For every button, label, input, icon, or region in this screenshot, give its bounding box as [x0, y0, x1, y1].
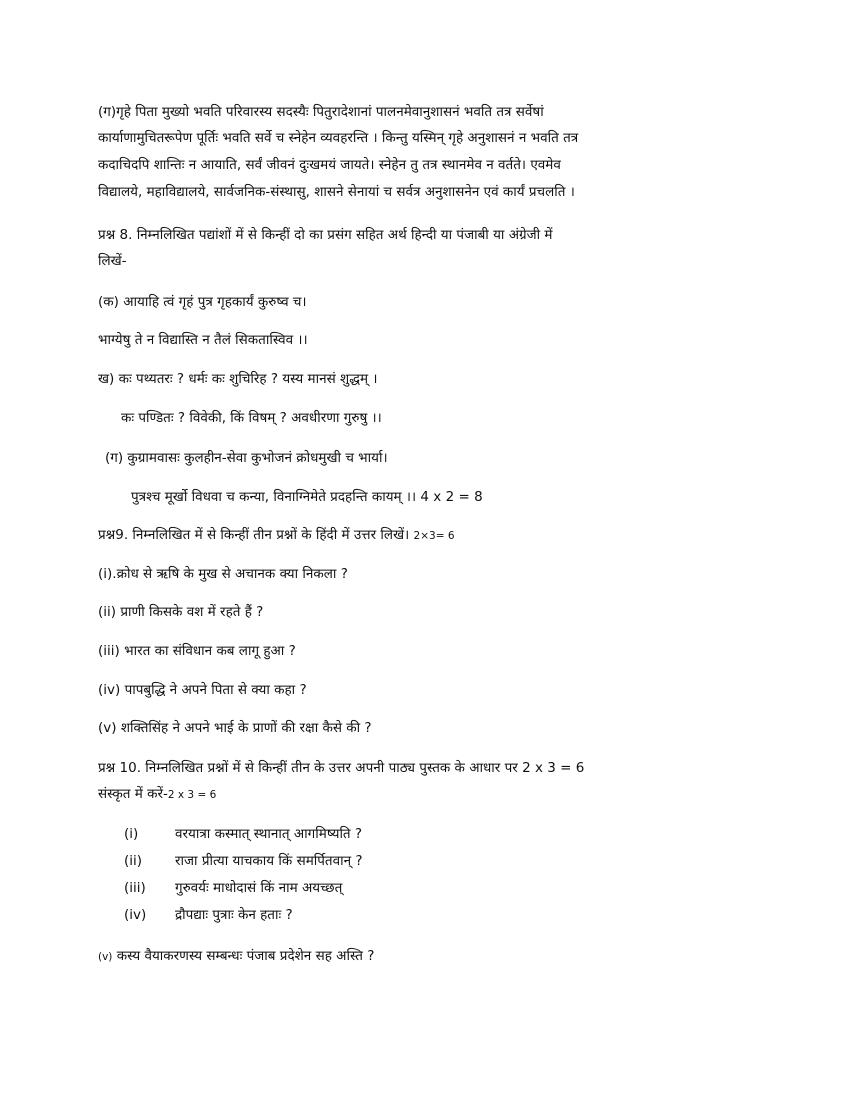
question-10-item-5 [98, 947, 374, 966]
question-9-item-5: (v) शक्तिसिंह ने अपने भाई के प्राणों की रक्षा कैसे की ? [98, 720, 372, 736]
question-10-item-5-number: (v) [98, 951, 113, 963]
paragraph-g-line-4: विद्यालये, महाविद्यालये, सार्वजनिक-संस्थासु, शासने सेनायां च सर्वत्र अनुशासनेन एवं कार्यं प्रचलति । [98, 184, 575, 200]
question-9-heading [98, 526, 455, 545]
question-10-item-2-text: राजा प्रीत्या याचकाय किं समर्पितवान् ? [175, 853, 363, 869]
paragraph-g-line-1: (ग)गृहे पिता मुख्यो भवति परिवारस्य सदस्यैः पितुरादेशानां पालनमेवानुशासनं भवति तत्र सर्वेषां [98, 104, 544, 120]
question-9-item-1: (i).क्रोध से ऋषि के मुख से अचानक क्या निकला ? [98, 566, 348, 582]
verse-ka-line-2: भाग्येषु ते न विद्यास्ति न तैलं सिकतास्विव ।। [98, 332, 308, 348]
question-8-heading-line-1: प्रश्न 8. निम्नलिखित पद्यांशों में से किन्हीं दो का प्रसंग सहित अर्थ हिन्दी या पंजाबी या अंग्रेजी में [98, 227, 553, 243]
question-10-heading-text: संस्कृत में करें- [98, 786, 168, 802]
question-10-heading-line-2 [98, 785, 216, 804]
paragraph-g-line-2: कार्याणामुचितरूपेण पूर्तिः भवति सर्वे च स्नेहेन व्यवहरन्ति । किन्तु यस्मिन् गृहे अनुशासनं न भवति तत्र [98, 130, 579, 146]
question-9-item-3: (iii) भारत का संविधान कब लागू हुआ ? [98, 643, 296, 659]
verse-kha-line-2: कः पण्डितः ? विवेकी, किं विषम् ? अवधीरणा गुरुषु ।। [121, 410, 382, 426]
question-10-item-5-text: कस्य वैयाकरणस्य सम्बन्धः पंजाब प्रदेशेन सह अस्ति ? [116, 948, 375, 964]
question-10-item-4-text: द्रौपद्याः पुत्राः केन हताः ? [175, 907, 293, 923]
question-10-item-4-number: (iv) [124, 907, 147, 923]
question-8-heading-line-2: लिखें- [98, 253, 127, 269]
verse-kha-line-1: ख) कः पथ्यतरः ? धर्मः कः शुचिरिह ? यस्य मानसं शुद्धम् । [98, 371, 378, 387]
question-9-heading-text: प्रश्न9. निम्नलिखित में से किन्हीं तीन प्रश्नों के हिंदी में उत्तर लिखें। [98, 527, 410, 543]
verse-ga-line-2: पुत्रश्च मूर्खो विधवा च कन्या, विनाग्निमेते प्रदहन्ति कायम् ।। 4 x 2 = 8 [131, 489, 483, 505]
question-10-item-1-number: (i) [124, 826, 139, 842]
question-9-item-2: (ii) प्राणी किसके वश में रहते हैं ? [98, 604, 264, 620]
paragraph-g-line-3: कदाचिदपि शान्तिः न आयाति, सर्वं जीवनं दुःखमयं जायते। स्नेहेन तु तत्र स्थानमेव न वर्तते। एवमेव [98, 157, 561, 173]
verse-ka-line-1: (क) आयाहि त्वं गृहं पुत्र गृहकार्यं कुरुष्व च। [98, 294, 307, 310]
question-10-item-3-text: गुरुवर्यः माधोदासं किं नाम अयच्छत् [175, 880, 343, 896]
question-10-item-2-number: (ii) [124, 853, 143, 869]
question-9-item-4: (iv) पापबुद्धि ने अपने पिता से क्या कहा ? [98, 682, 307, 698]
verse-ga-line-1: (ग) कुग्रामवासः कुलहीन-सेवा कुभोजनं क्रोधमुखी च भार्या। [105, 450, 388, 466]
question-10-marks: 2 x 3 = 6 [167, 789, 217, 801]
question-10-item-1-text: वरयात्रा कस्मात् स्थानात् आगमिष्यति ? [175, 826, 363, 842]
question-9-marks: 2×3= 6 [413, 530, 455, 542]
question-10-item-3-number: (iii) [124, 880, 146, 896]
question-10-heading-line-1: प्रश्न 10. निम्नलिखित प्रश्नों में से किन्हीं तीन के उत्तर अपनी पाठ्य पुस्तक के आधार पर 2 x 3 = 6 [98, 760, 585, 776]
